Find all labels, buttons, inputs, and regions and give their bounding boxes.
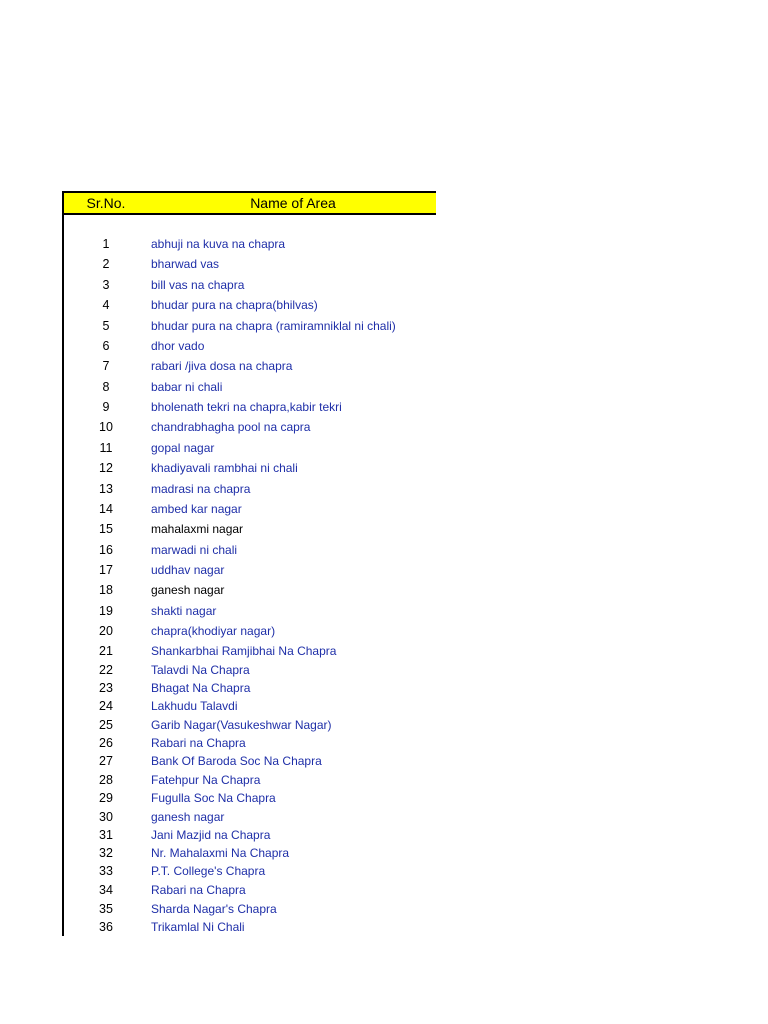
area-name-cell: abhuji na kuva na chapra xyxy=(151,237,286,251)
table-row xyxy=(64,296,436,314)
serial-number-cell: 2 xyxy=(102,257,110,271)
area-name-cell: rabari /jiva dosa na chapra xyxy=(151,359,293,373)
area-name-cell: Rabari na Chapra xyxy=(151,736,246,750)
area-name-cell: chapra(khodiyar nagar) xyxy=(151,624,276,638)
table-row xyxy=(64,317,436,335)
area-name-cell: Fugulla Soc Na Chapra xyxy=(151,791,276,805)
serial-number-cell: 23 xyxy=(99,681,113,695)
serial-number-cell: 28 xyxy=(99,773,113,787)
table-row xyxy=(64,881,436,899)
serial-number-cell: 27 xyxy=(99,754,113,768)
area-name-cell: mahalaxmi nagar xyxy=(151,522,244,536)
table-row xyxy=(64,844,436,862)
serial-number-cell: 24 xyxy=(99,699,113,713)
area-name-cell: Jani Mazjid na Chapra xyxy=(151,828,271,842)
area-name-cell: bholenath tekri na chapra,kabir tekri xyxy=(151,400,342,414)
area-name-cell: Lakhudu Talavdi xyxy=(151,699,238,713)
serial-number-cell: 34 xyxy=(99,883,113,897)
area-name-cell: Nr. Mahalaxmi Na Chapra xyxy=(151,846,290,860)
serial-number-cell: 6 xyxy=(102,339,110,353)
serial-number-cell: 33 xyxy=(99,864,113,878)
area-name-cell: uddhav nagar xyxy=(151,563,225,577)
table-row xyxy=(64,771,436,789)
area-name-cell: bhudar pura na chapra (ramiramniklal ni chali) xyxy=(151,319,396,333)
area-name-cell: khadiyavali rambhai ni chali xyxy=(151,461,298,475)
serial-number-cell: 29 xyxy=(99,791,113,805)
area-name-cell: Fatehpur Na Chapra xyxy=(151,773,261,787)
table-row xyxy=(64,439,436,457)
serial-number-cell: 16 xyxy=(99,543,113,557)
table-row xyxy=(64,357,436,375)
table-row xyxy=(64,602,436,620)
table-row xyxy=(64,752,436,770)
table-row xyxy=(64,808,436,826)
area-name-cell: Bhagat Na Chapra xyxy=(151,681,251,695)
serial-number-cell: 7 xyxy=(102,359,110,373)
area-name-cell: bharwad vas xyxy=(151,257,220,271)
serial-number-cell: 5 xyxy=(102,319,110,333)
table-row xyxy=(64,459,436,477)
table-row xyxy=(64,789,436,807)
table-row xyxy=(64,235,436,253)
serial-number-cell: 26 xyxy=(99,736,113,750)
serial-number-cell: 31 xyxy=(99,828,113,842)
serial-number-cell: 15 xyxy=(99,522,113,536)
table-row xyxy=(64,418,436,436)
serial-number-cell: 21 xyxy=(99,644,113,658)
table-row xyxy=(64,480,436,498)
table-row xyxy=(64,716,436,734)
table-row xyxy=(64,378,436,396)
table-row xyxy=(64,900,436,918)
serial-number-cell: 30 xyxy=(99,810,113,824)
serial-number-cell: 14 xyxy=(99,502,113,516)
area-name-cell: bhudar pura na chapra(bhilvas) xyxy=(151,298,318,312)
area-name-cell: madrasi na chapra xyxy=(151,482,251,496)
area-name-cell: P.T. College's Chapra xyxy=(151,864,266,878)
header-bottom-border xyxy=(62,213,436,215)
serial-number-cell: 19 xyxy=(99,604,113,618)
table-row xyxy=(64,398,436,416)
table-row xyxy=(64,561,436,579)
serial-number-cell: 11 xyxy=(99,441,113,455)
table-row xyxy=(64,581,436,599)
area-name-cell: Bank Of Baroda Soc Na Chapra xyxy=(151,754,322,768)
table-row xyxy=(64,661,436,679)
serial-number-cell: 18 xyxy=(99,583,113,597)
table-row xyxy=(64,734,436,752)
table-row xyxy=(64,622,436,640)
serial-number-cell: 17 xyxy=(99,563,113,577)
area-name-cell: dhor vado xyxy=(151,339,205,353)
table-row xyxy=(64,276,436,294)
table-row xyxy=(64,255,436,273)
area-name-cell: ganesh nagar xyxy=(151,583,225,597)
serial-number-cell: 12 xyxy=(99,461,113,475)
serial-number-cell: 3 xyxy=(102,278,110,292)
area-name-cell: Garib Nagar(Vasukeshwar Nagar) xyxy=(151,718,332,732)
serial-number-cell: 25 xyxy=(99,718,113,732)
area-name-cell: Shankarbhai Ramjibhai Na Chapra xyxy=(151,644,337,658)
table-row xyxy=(64,697,436,715)
table-row xyxy=(64,337,436,355)
area-name-cell: Rabari na Chapra xyxy=(151,883,246,897)
table-row xyxy=(64,500,436,518)
area-name-cell: Sharda Nagar's Chapra xyxy=(151,902,277,916)
serial-number-cell: 22 xyxy=(99,663,113,677)
area-name-cell: shakti nagar xyxy=(151,604,217,618)
serial-number-cell: 13 xyxy=(99,482,113,496)
serial-number-cell: 36 xyxy=(99,920,113,934)
serial-number-cell: 32 xyxy=(99,846,113,860)
area-name-cell: Trikamlal Ni Chali xyxy=(151,920,245,934)
column-header-name-of-area: Name of Area xyxy=(250,195,336,211)
serial-number-cell: 35 xyxy=(99,902,113,916)
table-row xyxy=(64,862,436,880)
table-row xyxy=(64,918,436,936)
area-name-cell: bill vas na chapra xyxy=(151,278,245,292)
area-name-cell: gopal nagar xyxy=(151,441,215,455)
serial-number-cell: 9 xyxy=(102,400,110,414)
table-row xyxy=(64,679,436,697)
table-row xyxy=(64,520,436,538)
serial-number-cell: 8 xyxy=(102,380,110,394)
area-name-cell: babar ni chali xyxy=(151,380,223,394)
table-row xyxy=(64,541,436,559)
table-row xyxy=(64,826,436,844)
area-name-cell: chandrabhagha pool na capra xyxy=(151,420,311,434)
serial-number-cell: 10 xyxy=(99,420,113,434)
area-name-cell: ambed kar nagar xyxy=(151,502,242,516)
serial-number-cell: 20 xyxy=(99,624,113,638)
table-row xyxy=(64,642,436,660)
column-header-srno: Sr.No. xyxy=(86,195,126,211)
area-name-cell: ganesh nagar xyxy=(151,810,225,824)
area-name-cell: Talavdi Na Chapra xyxy=(151,663,250,677)
serial-number-cell: 1 xyxy=(102,237,110,251)
serial-number-cell: 4 xyxy=(102,298,110,312)
area-name-cell: marwadi ni chali xyxy=(151,543,238,557)
